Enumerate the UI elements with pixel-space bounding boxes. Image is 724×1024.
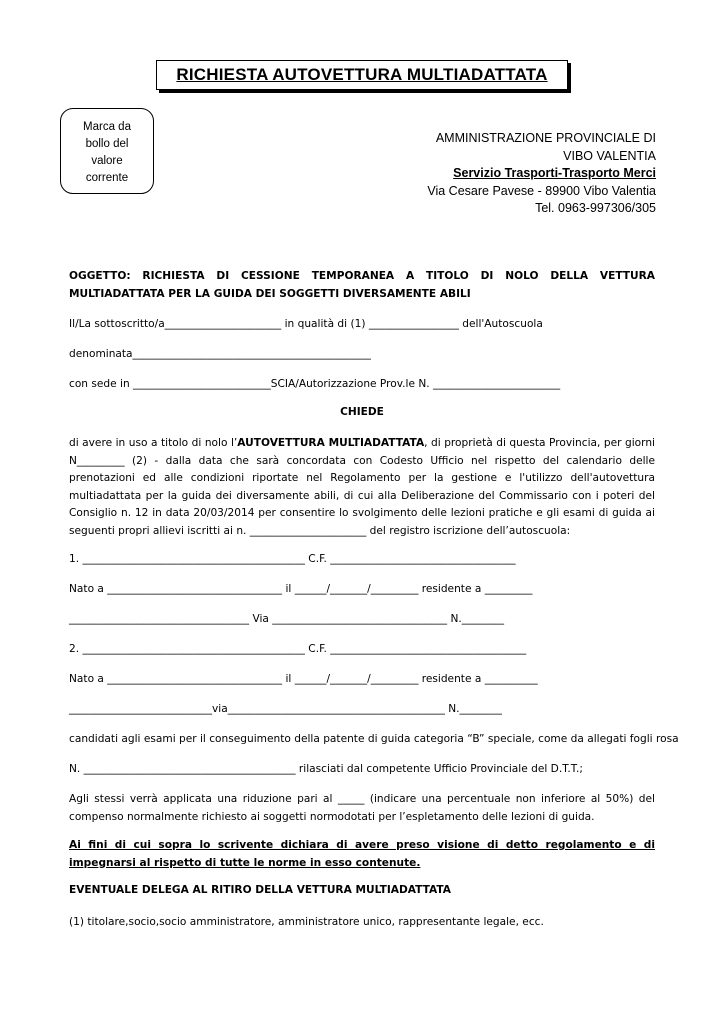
document-title: RICHIESTA AUTOVETTURA MULTIADATTATA <box>176 65 548 84</box>
declaration-paragraph: Ai fini di cui sopra lo scrivente dichiara di avere preso visione di detto regolamento e di impegnarsi al rispetto di tutte le norme in esso contenute. <box>69 839 655 869</box>
stamp-line: bollo del <box>85 138 129 150</box>
address-phone: Tel. 0963-997306/305 <box>535 201 656 215</box>
stamp-line: corrente <box>85 172 129 184</box>
delegation-heading: EVENTUALE DELEGA AL RITIRO DELLA VETTURA MULTIADATTATA <box>69 884 451 896</box>
pink-sheets-field[interactable]: N. ________________________________________ rilasciati dal competente Ufficio Provinciale del D.T.T.; <box>69 763 583 775</box>
subject-line-2: MULTIADATTATA PER LA GUIDA DEI SOGGETTI DIVERSAMENTE ABILI <box>69 288 471 300</box>
revenue-stamp-box <box>60 108 154 194</box>
student-2-address-field[interactable]: ___________________________via_________________________________________ N.________ <box>69 703 502 715</box>
document-title-box <box>156 60 568 90</box>
student-1-address-field[interactable]: __________________________________ Via _________________________________ N.________ <box>69 613 505 625</box>
discount-paragraph: Agli stessi verrà applicata una riduzione pari al _____ (indicare una percentuale non inferiore al 50%) del compenso normalmente richiesto ai soggetti normodotati per l’espletamento delle lezioni di guida. <box>69 793 655 823</box>
stamp-line: Marca da <box>83 121 131 133</box>
request-vehicle: AUTOVETTURA MULTIADATTATA <box>237 437 425 449</box>
chiede-heading: CHIEDE <box>340 406 384 418</box>
student-2-name-field[interactable]: 2. __________________________________________ C.F. _____________________________________ <box>69 643 527 655</box>
address-service: Servizio Trasporti-Trasporto Merci <box>453 166 656 180</box>
footnote: (1) titolare,socio,socio amministratore, amministratore unico, rappresentante legale, ecc. <box>69 916 544 928</box>
field-sottoscritto[interactable]: Il/La sottoscritto/a______________________ in qualità di (1) _________________ dell'Autoscuola <box>69 318 543 330</box>
request-paragraph <box>69 435 655 540</box>
request-text-a: di avere in uso a titolo di nolo l’ <box>69 437 238 449</box>
address-line: AMMINISTRAZIONE PROVINCIALE DI <box>435 131 656 145</box>
request-text-c: , di proprietà di questa Provincia, per giorni N_________ (2) - dalla data che sarà concordata con Codesto Ufficio nel rispetto del calendario delle prenotazioni ed alle condizioni riportate nel Regolamento per la gestione e l'utilizzo dell'autovettura multiadattata per la guida dei diversamente abili, di cui alla Deliberazione del Commissario con i poteri del Consiglio n. 12 in data 20/03/2014 per consentire lo svolgimento delle lezioni pratiche e gli esami di guida ai seguenti propri allievi iscritti ai n. ______________________ del registro iscrizione dell’autoscuola: <box>69 437 655 537</box>
student-1-name-field[interactable]: 1. __________________________________________ C.F. ___________________________________ <box>69 553 516 565</box>
student-1-birth-field[interactable]: Nato a _________________________________ il ______/_______/_________ residente a _________ <box>69 583 533 595</box>
address-line: Via Cesare Pavese - 89900 Vibo Valentia <box>427 183 656 198</box>
address-line: VIBO VALENTIA <box>563 148 656 163</box>
field-sede[interactable]: con sede in __________________________SCIA/Autorizzazione Prov.le N. ________________________ <box>69 378 561 390</box>
candidates-text: candidati agli esami per il conseguimento della patente di guida categoria “B” speciale, come da allegati fogli rosa <box>69 733 679 745</box>
student-2-birth-field[interactable]: Nato a _________________________________ il ______/_______/_________ residente a __________ <box>69 673 538 685</box>
recipient-address <box>427 130 656 218</box>
subject-line-1: OGGETTO: RICHIESTA DI CESSIONE TEMPORANEA A TITOLO DI NOLO DELLA VETTURA <box>69 270 655 282</box>
field-denominata[interactable]: denominata_____________________________________________ <box>69 348 371 360</box>
stamp-line: valore <box>91 155 123 167</box>
